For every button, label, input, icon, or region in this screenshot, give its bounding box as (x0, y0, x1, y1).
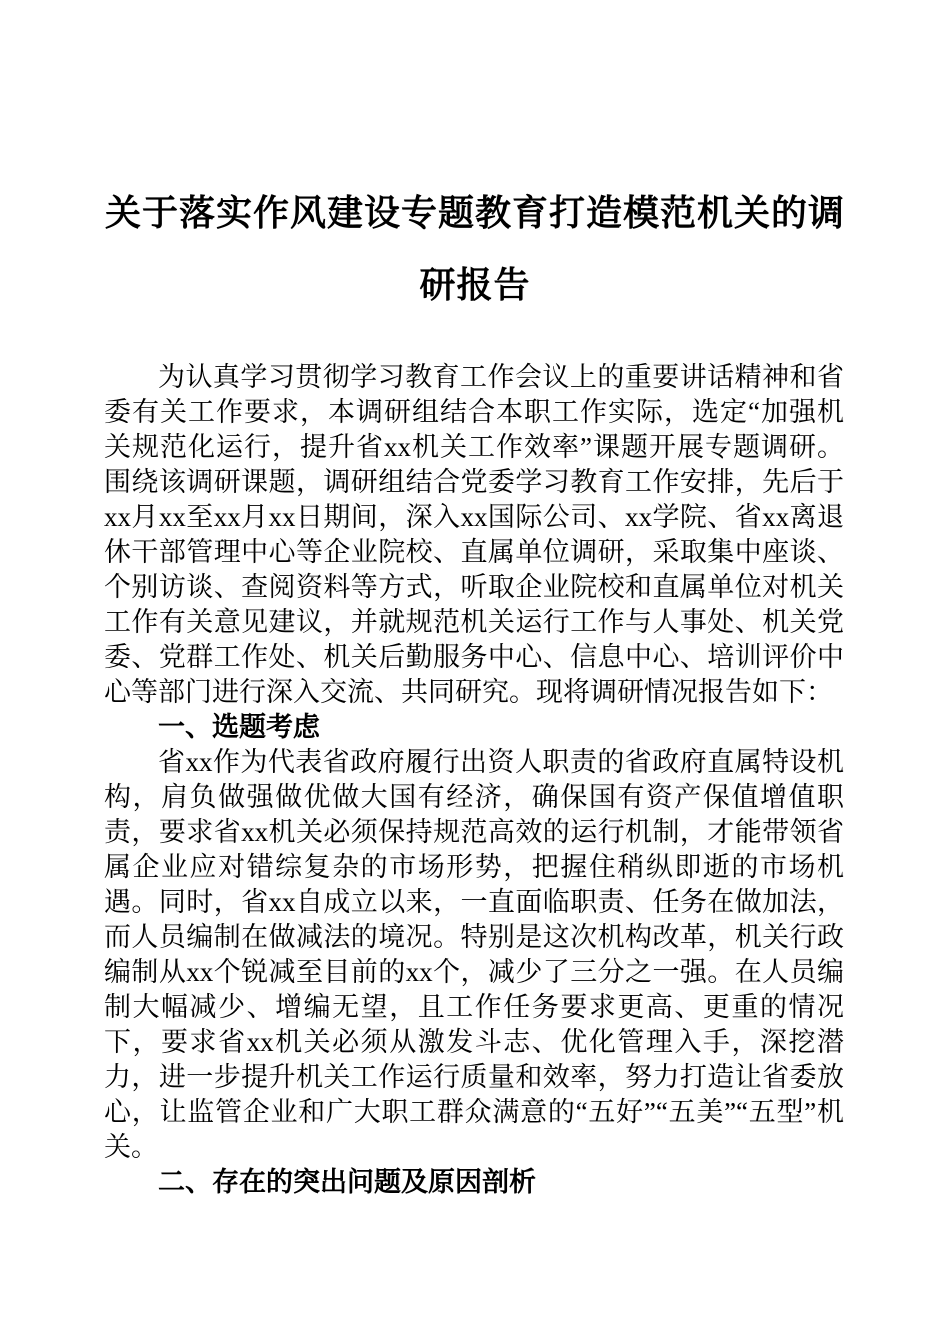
report-title: 关于落实作风建设专题教育打造模范机关的调研报告 (104, 193, 845, 305)
intro-paragraph: 为认真学习贯彻学习教育工作会议上的重要讲话精神和省委有关工作要求，本调研组结合本职工作实际，选定“加强机关规范化运行，提升省xx机关工作效率”课题开展专题调研。围绕该调研课题，调研组结合党委学习教育工作安排，先后于xx月xx至xx月xx日期间，深入xx国际公司、xx学院、省xx离退休干部管理中心等企业院校、直属单位调研，采取集中座谈、个别访谈、查阅资料等方式，听取企业院校和直属单位对机关工作有关意见建议，并就规范机关运行工作与人事处、机关党委、党群工作处、机关后勤服务中心、信息中心、培训评价中心等部门进行深入交流、共同研究。现将调研情况报告如下： (104, 362, 844, 707)
report-body (104, 360, 844, 1200)
section-1-paragraph: 省xx作为代表省政府履行出资人职责的省政府直属特设机构，肩负做强做优做大国有经济，确保国有资产保值增值职责，要求省xx机关必须保持规范高效的运行机制，才能带领省属企业应对错综复杂的市场形势，把握住稍纵即逝的市场机遇。同时，省xx自成立以来，一直面临职责、任务在做加法，而人员编制在做减法的境况。特别是这次机构改革，机关行政编制从xx个锐减至目前的xx个，减少了三分之一强。在人员编制大幅减少、增编无望，且工作任务要求更高、更重的情况下，要求省xx机关必须从激发斗志、优化管理入手，深挖潜力，进一步提升机关工作运行质量和效率，努力打造让省委放心，让监管企业和广大职工群众满意的“五好”“五美”“五型”机关。 (104, 747, 844, 1162)
section-heading-2: 二、存在的突出问题及原因剖析 (158, 1167, 536, 1197)
section-heading-1: 一、选题考虑 (158, 712, 320, 742)
